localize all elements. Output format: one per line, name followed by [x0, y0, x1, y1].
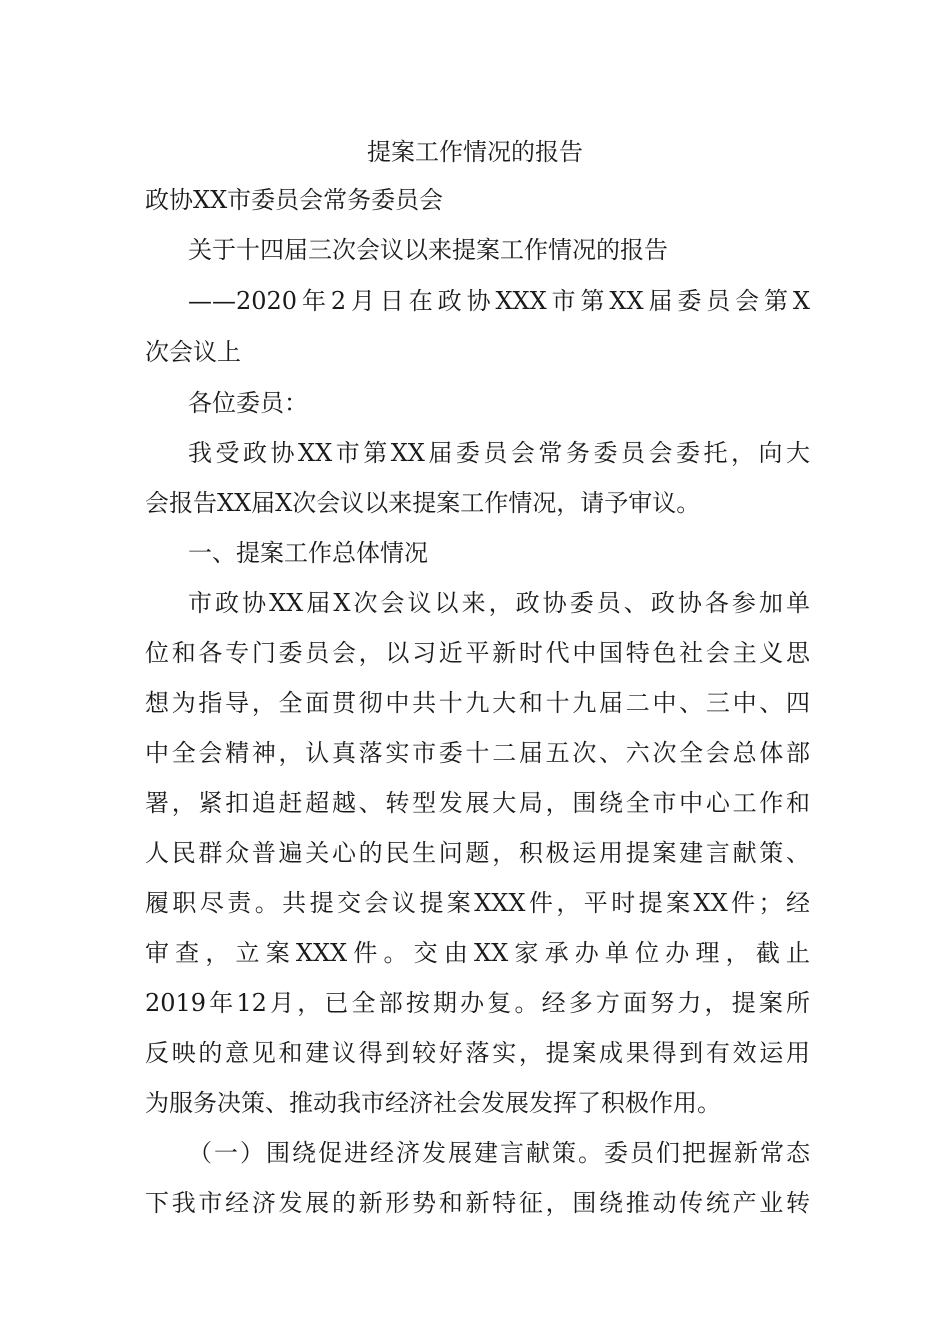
body-line: 想为指导，全面贯彻中共十九大和十九届二中、三中、四: [145, 689, 810, 717]
intro-line: 会报告XX届X次会议以来提案工作情况，请予审议。: [145, 489, 701, 517]
issuing-organization: 政协XX市委员会常务委员会: [145, 186, 444, 214]
body-line: 人民群众普遍关心的民生问题，积极运用提案建言献策、: [145, 839, 810, 867]
subsection-line: 下我市经济发展的新形势和新特征，围绕推动传统产业转: [145, 1189, 810, 1217]
section-heading: 一、提案工作总体情况: [188, 539, 428, 567]
body-line: 市政协XX届X次会议以来，政协委员、政协各参加单: [188, 589, 810, 617]
body-line: 中全会精神，认真落实市委十二届五次、六次全会总体部: [145, 739, 810, 767]
body-line: 署，紧扣追赶超越、转型发展大局，围绕全市中心工作和: [145, 789, 810, 817]
intro-line: 我受政协XX市第XX届委员会常务委员会委托，向大: [188, 439, 810, 467]
body-line: 位和各专门委员会，以习近平新时代中国特色社会主义思: [145, 639, 810, 667]
body-line: 2019年12月，已全部按期办复。经多方面努力，提案所: [145, 989, 810, 1017]
document-title: 提案工作情况的报告: [367, 138, 583, 166]
body-line: 审查，立案XXX件。交由XX家承办单位办理，截止: [145, 939, 810, 967]
subsection-line: （一）围绕促进经济发展建言献策。委员们把握新常态: [188, 1139, 810, 1167]
date-line: ——2020年2月日在政协XXX市第XX届委员会第X: [188, 287, 810, 315]
date-line-continued: 次会议上: [145, 338, 241, 366]
body-line: 反映的意见和建议得到较好落实，提案成果得到有效运用: [145, 1039, 810, 1067]
report-subtitle: 关于十四届三次会议以来提案工作情况的报告: [188, 236, 668, 264]
body-line: 履职尽责。共提交会议提案XXX件，平时提案XX件；经: [145, 889, 810, 917]
body-line: 为服务决策、推动我市经济社会发展发挥了积极作用。: [145, 1089, 721, 1117]
greeting: 各位委员：: [188, 389, 308, 417]
